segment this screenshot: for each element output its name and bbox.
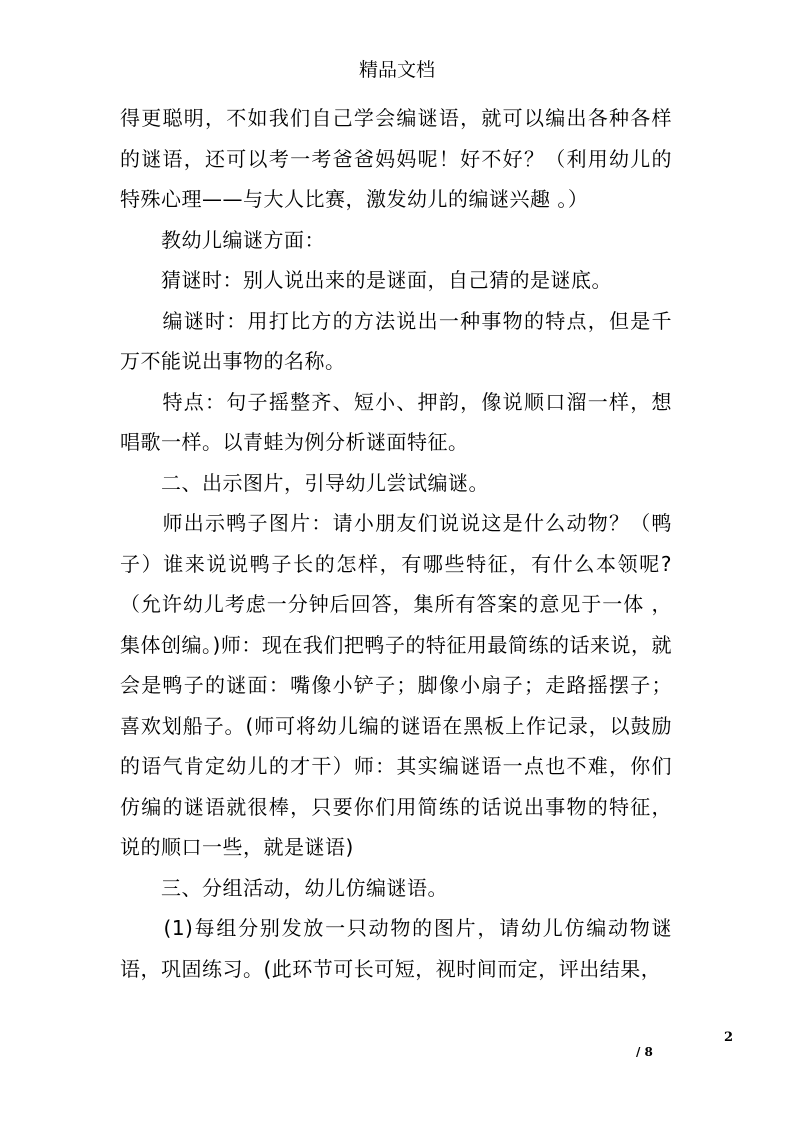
paragraph-9: (1)每组分别发放一只动物的图片，请幼儿仿编动物谜语，巩固练习。(此环节可长可短，视时间而定，评出结果， (120, 916, 672, 981)
paragraph-4: 编谜时：用打比方的方法说出一种事物的特点，但是千万不能说出事物的名称。 (120, 308, 672, 373)
page-number: 2 (724, 1030, 734, 1045)
paragraph-2: 教幼儿编谜方面： (120, 227, 325, 252)
page-total: / 8 (636, 1045, 653, 1059)
document-body (120, 98, 672, 989)
paragraph-7: 师出示鸭子图片：请小朋友们说说这是什么动物？（鸭子）谁来说说鸭子长的怎样，有哪些特征，有什么本领呢?（允许幼儿考虑一分钟后回答，集所有答案的意见于一体 ，集体创编。)师：现在我们把鸭子的特征用最简练的话来说，就会是鸭子的谜面：嘴像小铲子；脚像小扇子；走路摇摆子；喜欢划船子。(师可将幼儿编的谜语在黑板上作记录，以鼓励的语气肯定幼儿的才干）师：其实编谜语一点也不难，你们仿编的谜语就很棒，只要你们用简练的话说出事物的特征，说的顺口一些，就是谜语) (120, 511, 672, 859)
paragraph-6: 二、出示图片，引导幼儿尝试编谜。 (120, 470, 489, 495)
paragraph-1: 得更聪明，不如我们自己学会编谜语，就可以编出各种各样的谜语，还可以考一考爸爸妈妈呢！好不好？（利用幼儿的特殊心理——与大人比赛，激发幼儿的编谜兴趣 。） (120, 106, 672, 211)
paragraph-8: 三、分组活动，幼儿仿编谜语。 (120, 875, 448, 900)
paragraph-3: 猜谜时：别人说出来的是谜面，自己猜的是谜底。 (120, 268, 612, 292)
paragraph-5: 特点：句子摇整齐、短小、押韵，像说顺口溜一样，想唱歌一样。以青蛙为例分析谜面特征。 (120, 389, 672, 454)
page-header-title: 精品文档 (358, 59, 435, 81)
